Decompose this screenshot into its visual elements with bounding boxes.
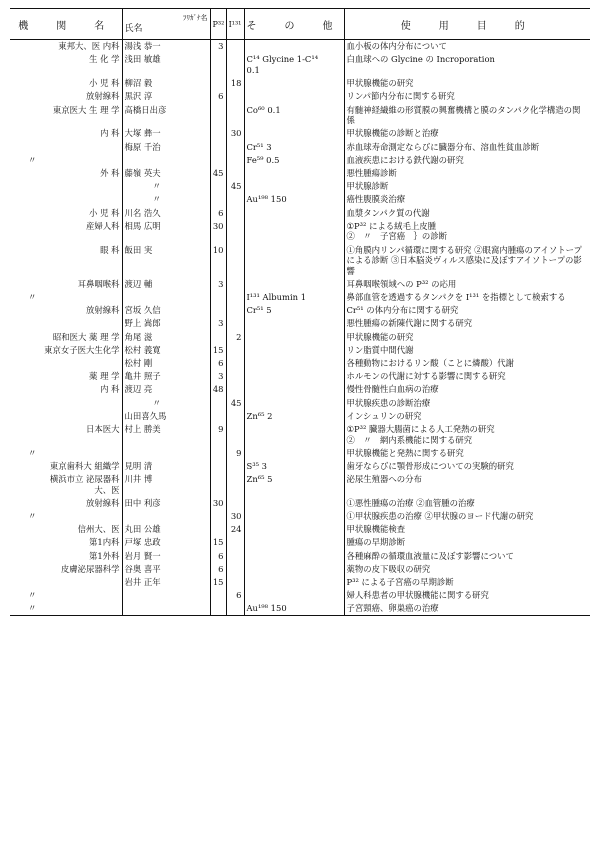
cell-other-isotope: Au¹⁹⁸ 150 — [244, 193, 344, 206]
cell-purpose: 泌尿生殖器への分布 — [344, 473, 590, 497]
table-row — [10, 409, 590, 422]
cell-i131-amount — [226, 154, 244, 167]
table-row — [10, 563, 590, 576]
cell-other-isotope — [244, 243, 344, 277]
table-row — [10, 140, 590, 153]
cell-p32-amount: 30 — [210, 497, 226, 510]
cell-organization: 〃 — [10, 602, 122, 616]
cell-i131-amount — [226, 140, 244, 153]
cell-other-isotope — [244, 370, 344, 383]
cell-purpose: 癌性腹膜炎治療 — [344, 193, 590, 206]
cell-organization: 小 児 科 — [89, 78, 120, 89]
cell-researcher: 〃 — [122, 396, 210, 409]
cell-organization: 薬 理 学 — [89, 371, 120, 382]
table-row — [10, 602, 590, 616]
cell-purpose: 甲状腺機能検査 — [344, 523, 590, 536]
cell-p32-amount — [210, 409, 226, 422]
cell-i131-amount — [226, 243, 244, 277]
cell-p32-amount — [210, 154, 226, 167]
cell-purpose: 血漿タンパク質の代謝 — [344, 206, 590, 219]
cell-p32-amount — [210, 127, 226, 140]
cell-p32-amount: 3 — [210, 40, 226, 54]
cell-other-isotope — [244, 77, 344, 90]
cell-organization: 日本医大 — [86, 423, 120, 434]
table-row — [10, 446, 590, 459]
cell-researcher: 松村 剛 — [122, 357, 210, 370]
header-name-label: 氏名 — [124, 24, 143, 34]
cell-researcher — [122, 602, 210, 616]
cell-researcher: 〃 — [122, 193, 210, 206]
cell-organization: 生 化 学 — [89, 54, 120, 65]
cell-researcher: 亀井 照子 — [122, 370, 210, 383]
cell-purpose: 歯牙ならびに顎骨形成についての実験的研究 — [344, 460, 590, 473]
cell-organization — [10, 409, 122, 422]
table-row — [10, 127, 590, 140]
header-purpose: 使 用 目 的 — [344, 9, 590, 40]
cell-purpose: 鼻部血管を透過するタンパクを I¹³¹ を指標として検索する — [344, 291, 590, 304]
cell-i131-amount — [226, 304, 244, 317]
cell-i131-amount: 6 — [226, 589, 244, 602]
cell-researcher: 柳沼 毅 — [122, 77, 210, 90]
cell-p32-amount — [210, 510, 226, 523]
table-row — [10, 317, 590, 330]
table-row — [10, 344, 590, 357]
cell-other-isotope: Cr⁵¹ 5 — [244, 304, 344, 317]
cell-p32-amount — [210, 330, 226, 343]
table-row — [10, 536, 590, 549]
cell-p32-amount — [210, 460, 226, 473]
cell-purpose: ①悪性腫瘍の治療 ②血管腫の治療 — [344, 497, 590, 510]
cell-other-isotope — [244, 206, 344, 219]
cell-purpose: ①甲状腺疾患の治療 ②甲状腺のヨード代謝の研究 — [344, 510, 590, 523]
cell-purpose: インシュリンの研究 — [344, 409, 590, 422]
cell-other-isotope: Au¹⁹⁸ 150 — [244, 602, 344, 616]
cell-other-isotope — [244, 330, 344, 343]
cell-researcher: 渡辺 輔 — [122, 278, 210, 291]
table-row — [10, 357, 590, 370]
cell-i131-amount — [226, 278, 244, 291]
cell-p32-amount — [210, 446, 226, 459]
header-other: そ の 他 — [244, 9, 344, 40]
cell-purpose: リン脂質中間代謝 — [344, 344, 590, 357]
cell-other-isotope — [244, 396, 344, 409]
cell-p32-amount — [210, 193, 226, 206]
cell-researcher: 〃 — [122, 180, 210, 193]
cell-other-isotope: S³⁵ 3 — [244, 460, 344, 473]
cell-researcher — [122, 446, 210, 459]
cell-other-isotope — [244, 497, 344, 510]
cell-organization: 放射線科 — [86, 305, 120, 316]
cell-p32-amount: 6 — [210, 357, 226, 370]
cell-other-isotope — [244, 344, 344, 357]
cell-other-isotope — [244, 219, 344, 243]
cell-i131-amount — [226, 53, 244, 77]
cell-i131-amount — [226, 291, 244, 304]
header-name-kana: ﾌﾘｶﾞﾅ名 — [183, 14, 208, 22]
header-p32: P³² — [210, 9, 226, 40]
table-row — [10, 243, 590, 277]
cell-other-isotope — [244, 536, 344, 549]
cell-other-isotope — [244, 446, 344, 459]
cell-i131-amount — [226, 383, 244, 396]
cell-purpose: 各種動物におけるリン酸（ことに燐酸）代謝 — [344, 357, 590, 370]
table-row — [10, 167, 590, 180]
cell-organization: 〃 — [28, 511, 37, 522]
cell-organization: 外 科 — [100, 167, 120, 178]
cell-p32-amount: 3 — [210, 317, 226, 330]
cell-i131-amount — [226, 409, 244, 422]
cell-p32-amount: 30 — [210, 219, 226, 243]
table-row — [10, 206, 590, 219]
cell-other-isotope — [244, 167, 344, 180]
cell-purpose: 甲状腺機能の診断と治療 — [344, 127, 590, 140]
cell-other-isotope — [244, 523, 344, 536]
cell-researcher: 村上 勝美 — [122, 423, 210, 447]
cell-researcher: 飯田 実 — [122, 243, 210, 277]
cell-organization: 内 科 — [100, 384, 120, 395]
cell-i131-amount — [226, 602, 244, 616]
cell-p32-amount — [210, 180, 226, 193]
cell-i131-amount: 24 — [226, 523, 244, 536]
cell-researcher: 黒沢 淳 — [122, 90, 210, 103]
cell-purpose: 悪性腫瘍の新陳代謝に関する研究 — [344, 317, 590, 330]
cell-organization: 東京女子医大生化学 — [44, 344, 120, 355]
cell-other-isotope — [244, 576, 344, 589]
cell-other-isotope: C¹⁴ Glycine 1-C¹⁴ 0.1 — [244, 53, 344, 77]
cell-organization: 昭和医大 薬 理 学 — [52, 331, 120, 342]
cell-purpose: ①P³² による絨毛上皮腫 ② 〃 子宮癌 ｝の診断 — [344, 219, 590, 243]
cell-p32-amount — [210, 304, 226, 317]
cell-purpose: 甲状腺診断 — [344, 180, 590, 193]
cell-other-isotope: Cr⁵¹ 3 — [244, 140, 344, 153]
table-row — [10, 460, 590, 473]
cell-p32-amount: 6 — [210, 563, 226, 576]
cell-researcher: 高橋日出彦 — [122, 103, 210, 127]
cell-p32-amount — [210, 53, 226, 77]
cell-i131-amount — [226, 473, 244, 497]
cell-purpose: 有髄神経繊維の形質膜の興奮機構と膜のタンパク化学構造の関係 — [344, 103, 590, 127]
table-row — [10, 396, 590, 409]
cell-purpose: 甲状腺機能の研究 — [344, 330, 590, 343]
cell-p32-amount: 48 — [210, 383, 226, 396]
cell-p32-amount — [210, 396, 226, 409]
cell-researcher: 見明 清 — [122, 460, 210, 473]
table-row — [10, 383, 590, 396]
cell-p32-amount: 45 — [210, 167, 226, 180]
cell-other-isotope — [244, 317, 344, 330]
table-row — [10, 219, 590, 243]
cell-i131-amount: 30 — [226, 510, 244, 523]
cell-organization: 信州大、医 — [77, 524, 120, 535]
cell-researcher: 川名 浩久 — [122, 206, 210, 219]
cell-researcher: 戸塚 忠政 — [122, 536, 210, 549]
cell-researcher: 梅原 千治 — [122, 140, 210, 153]
cell-i131-amount — [226, 167, 244, 180]
cell-p32-amount: 6 — [210, 206, 226, 219]
cell-i131-amount: 2 — [226, 330, 244, 343]
cell-researcher: 岩井 正年 — [122, 576, 210, 589]
cell-purpose: 白血球への Glycine の Incroporation — [344, 53, 590, 77]
cell-purpose: 赤血球寿命測定ならびに臓器分布、溶血性貧血診断 — [344, 140, 590, 153]
cell-organization — [10, 576, 122, 589]
table-row — [10, 589, 590, 602]
table-row — [10, 180, 590, 193]
cell-other-isotope — [244, 563, 344, 576]
cell-organization: 第1内科 — [89, 537, 120, 548]
cell-i131-amount — [226, 497, 244, 510]
cell-i131-amount — [226, 549, 244, 562]
cell-organization: 耳鼻咽喉科 — [77, 278, 120, 289]
cell-researcher: 藤嶺 英夫 — [122, 167, 210, 180]
cell-researcher: 野上 嵩郎 — [122, 317, 210, 330]
cell-organization: 眼 科 — [100, 244, 120, 255]
cell-purpose: 甲状腺機能と発熱に関する研究 — [344, 446, 590, 459]
cell-organization: 産婦人科 — [86, 220, 120, 231]
cell-other-isotope — [244, 383, 344, 396]
cell-researcher: 川井 博 — [122, 473, 210, 497]
cell-researcher: 谷奥 喜平 — [122, 563, 210, 576]
cell-researcher: 角尾 滋 — [122, 330, 210, 343]
header-org: 機 関 名 — [10, 9, 122, 40]
cell-purpose: 婦人科患者の甲状腺機能に関する研究 — [344, 589, 590, 602]
cell-i131-amount — [226, 536, 244, 549]
table-row — [10, 291, 590, 304]
cell-p32-amount — [210, 291, 226, 304]
table-row — [10, 497, 590, 510]
cell-p32-amount: 6 — [210, 90, 226, 103]
cell-i131-amount: 9 — [226, 446, 244, 459]
cell-other-isotope — [244, 510, 344, 523]
cell-researcher: 丸田 公雄 — [122, 523, 210, 536]
cell-organization: 〃 — [28, 154, 37, 165]
table-row — [10, 103, 590, 127]
cell-i131-amount — [226, 103, 244, 127]
cell-i131-amount — [226, 193, 244, 206]
cell-p32-amount: 6 — [210, 549, 226, 562]
table-row — [10, 510, 590, 523]
isotope-usage-table — [10, 8, 590, 616]
cell-other-isotope — [244, 423, 344, 447]
cell-organization: 内 科 — [100, 128, 120, 139]
table-body — [10, 40, 590, 616]
cell-organization: 放射線科 — [86, 497, 120, 508]
cell-i131-amount: 30 — [226, 127, 244, 140]
table-row — [10, 77, 590, 90]
cell-purpose: リンパ節内分布に関する研究 — [344, 90, 590, 103]
cell-researcher: 大塚 彝一 — [122, 127, 210, 140]
cell-purpose: P³² による子宮癌の早期診断 — [344, 576, 590, 589]
table-row — [10, 40, 590, 54]
cell-organization — [10, 180, 122, 193]
cell-researcher: 田中 利彦 — [122, 497, 210, 510]
cell-i131-amount — [226, 576, 244, 589]
cell-purpose: 慢性骨髄性白血病の治療 — [344, 383, 590, 396]
cell-researcher: 宮坂 久信 — [122, 304, 210, 317]
cell-organization: 横浜市立 泌尿器科 大、医 — [49, 474, 120, 495]
cell-other-isotope — [244, 90, 344, 103]
cell-p32-amount: 10 — [210, 243, 226, 277]
cell-researcher — [122, 589, 210, 602]
cell-p32-amount — [210, 103, 226, 127]
cell-purpose: 甲状腺疾患の診断治療 — [344, 396, 590, 409]
table-row — [10, 523, 590, 536]
cell-p32-amount: 3 — [210, 370, 226, 383]
cell-organization: 〃 — [28, 590, 37, 601]
cell-organization: 東京医大 生 理 学 — [52, 104, 120, 115]
cell-p32-amount — [210, 523, 226, 536]
cell-purpose: 耳鼻咽喉領域への P³² の応用 — [344, 278, 590, 291]
cell-other-isotope: Zn⁶⁵ 2 — [244, 409, 344, 422]
cell-researcher: 松村 義寛 — [122, 344, 210, 357]
cell-i131-amount — [226, 206, 244, 219]
cell-i131-amount — [226, 357, 244, 370]
cell-i131-amount: 18 — [226, 77, 244, 90]
cell-i131-amount — [226, 317, 244, 330]
cell-purpose: 子宮頸癌、卵巣癌の治療 — [344, 602, 590, 616]
cell-organization: 放射線科 — [86, 91, 120, 102]
cell-i131-amount — [226, 370, 244, 383]
cell-p32-amount: 15 — [210, 576, 226, 589]
cell-purpose: ホルモンの代謝に対する影響に関する研究 — [344, 370, 590, 383]
cell-researcher: 浅田 敏雄 — [122, 53, 210, 77]
cell-purpose: 悪性腫瘍診断 — [344, 167, 590, 180]
cell-p32-amount: 9 — [210, 423, 226, 447]
table-row — [10, 193, 590, 206]
cell-p32-amount: 15 — [210, 536, 226, 549]
cell-researcher: 渡辺 亮 — [122, 383, 210, 396]
cell-p32-amount: 3 — [210, 278, 226, 291]
cell-purpose: Cr⁵¹ の体内分布に関する研究 — [344, 304, 590, 317]
cell-organization: 〃 — [28, 292, 37, 303]
cell-p32-amount — [210, 77, 226, 90]
cell-other-isotope — [244, 357, 344, 370]
cell-researcher: 山田喜久馬 — [122, 409, 210, 422]
table-row — [10, 330, 590, 343]
cell-purpose: 甲状腺機能の研究 — [344, 77, 590, 90]
table-row — [10, 473, 590, 497]
cell-i131-amount — [226, 219, 244, 243]
table-row — [10, 90, 590, 103]
table-row — [10, 549, 590, 562]
cell-purpose: 各種麻酔の循環血液量に及ぼす影響について — [344, 549, 590, 562]
cell-i131-amount — [226, 423, 244, 447]
header-name — [122, 9, 210, 40]
cell-other-isotope — [244, 589, 344, 602]
cell-i131-amount — [226, 90, 244, 103]
cell-organization: 東京歯科大 組織学 — [49, 460, 120, 471]
cell-organization — [10, 396, 122, 409]
cell-purpose: 腫瘍の早期診断 — [344, 536, 590, 549]
cell-researcher: 相馬 広明 — [122, 219, 210, 243]
cell-purpose: 血小板の体内分布について — [344, 40, 590, 54]
cell-i131-amount: 45 — [226, 180, 244, 193]
cell-researcher — [122, 510, 210, 523]
cell-i131-amount — [226, 40, 244, 54]
cell-other-isotope: Co⁶⁰ 0.1 — [244, 103, 344, 127]
cell-other-isotope: Zn⁶⁵ 5 — [244, 473, 344, 497]
cell-i131-amount — [226, 344, 244, 357]
cell-organization — [10, 357, 122, 370]
cell-organization — [10, 193, 122, 206]
table-row — [10, 576, 590, 589]
cell-researcher — [122, 291, 210, 304]
cell-i131-amount: 45 — [226, 396, 244, 409]
cell-i131-amount — [226, 460, 244, 473]
cell-organization: 東邦大、医 内科 — [58, 41, 120, 52]
cell-purpose: ①P³² 臓器大腸菌による人工発熱の研究 ② 〃 網内系機能に関する研究 — [344, 423, 590, 447]
cell-organization — [10, 317, 122, 330]
cell-i131-amount — [226, 563, 244, 576]
table-row — [10, 278, 590, 291]
cell-researcher: 湯浅 恭一 — [122, 40, 210, 54]
cell-p32-amount: 15 — [210, 344, 226, 357]
cell-organization: 〃 — [28, 447, 37, 458]
table-row — [10, 154, 590, 167]
table-row — [10, 304, 590, 317]
cell-purpose: 血液疾患における鉄代謝の研究 — [344, 154, 590, 167]
cell-organization: 皮膚泌尿器科学 — [60, 563, 120, 574]
table-row — [10, 53, 590, 77]
cell-p32-amount — [210, 473, 226, 497]
document-page — [10, 8, 590, 616]
cell-other-isotope — [244, 549, 344, 562]
cell-p32-amount — [210, 589, 226, 602]
cell-other-isotope: Fe⁵⁹ 0.5 — [244, 154, 344, 167]
cell-researcher — [122, 154, 210, 167]
cell-organization: 第1外科 — [89, 550, 120, 561]
cell-other-isotope — [244, 40, 344, 54]
table-row — [10, 370, 590, 383]
cell-other-isotope — [244, 278, 344, 291]
cell-researcher: 岩月 賢一 — [122, 549, 210, 562]
cell-purpose: 薬物の皮下吸収の研究 — [344, 563, 590, 576]
table-row — [10, 423, 590, 447]
cell-p32-amount — [210, 140, 226, 153]
cell-purpose: ①角膜内リンパ循環に関する研究 ②眼窩内腫瘍のアイソトープによる診断 ③日本脳炎ヴィルス感染に及ぼすアイソトープの影響 — [344, 243, 590, 277]
header-i131: I¹³¹ — [226, 9, 244, 40]
cell-p32-amount — [210, 602, 226, 616]
cell-organization: 小 児 科 — [89, 207, 120, 218]
header-row — [10, 9, 590, 40]
cell-other-isotope — [244, 127, 344, 140]
cell-other-isotope: I¹³¹ Albumin 1 — [244, 291, 344, 304]
cell-other-isotope — [244, 180, 344, 193]
cell-organization — [10, 140, 122, 153]
